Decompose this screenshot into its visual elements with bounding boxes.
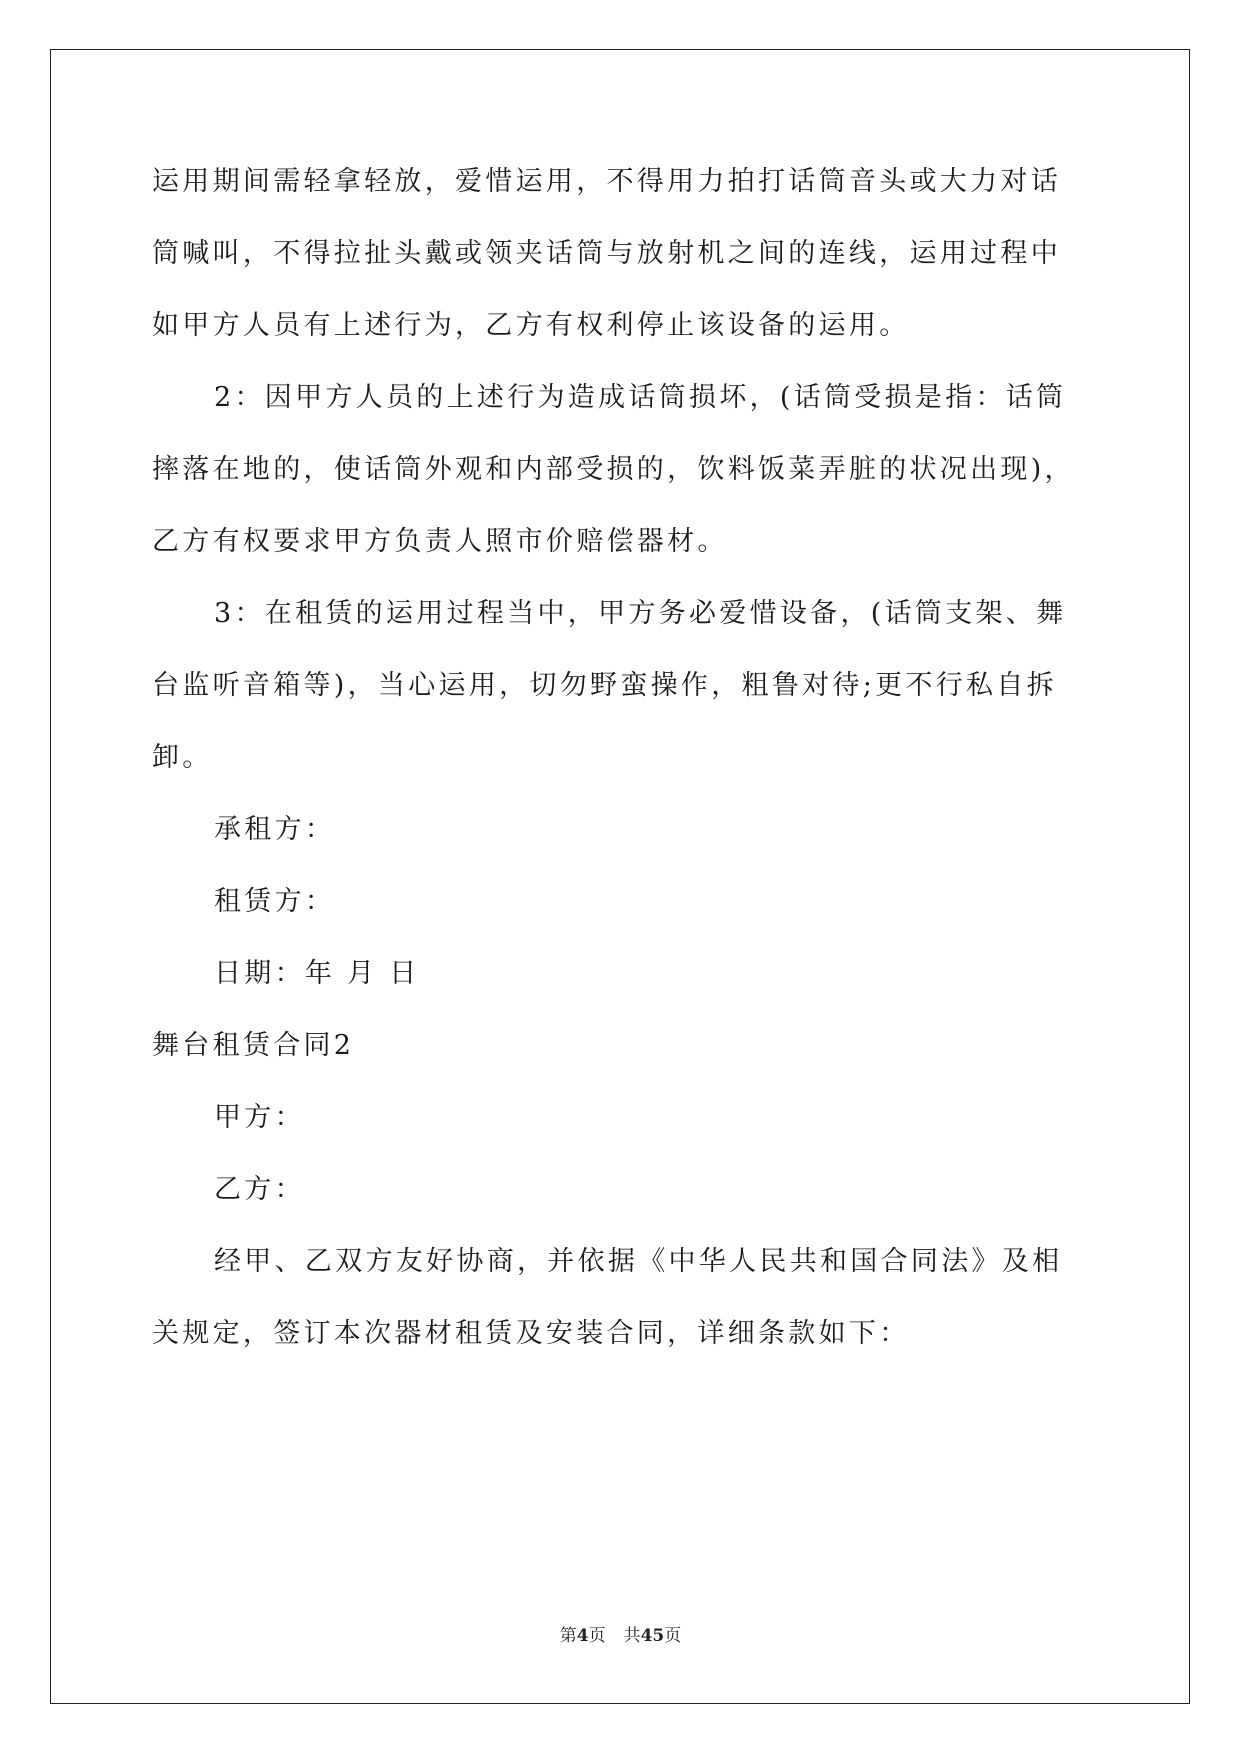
paragraph-line: 运用期间需轻拿轻放，爱惜运用，不得用力拍打话筒音头或大力对话	[152, 166, 1061, 197]
paragraph-line: 3：在租赁的运用过程当中，甲方务必爱惜设备，(话筒支架、舞	[214, 598, 1067, 629]
footer-page-unit: 页	[588, 1626, 606, 1646]
current-page-number: 4	[576, 1626, 589, 1646]
section-title: 舞台租赁合同2	[152, 1030, 355, 1061]
paragraph-line: 卸。	[152, 742, 213, 773]
lessee-label: 承租方：	[214, 814, 336, 845]
party-a-label: 甲方：	[214, 1102, 305, 1133]
footer-total-unit: 页	[664, 1626, 682, 1646]
page-border	[50, 49, 1190, 1704]
lessor-label: 租赁方：	[214, 886, 336, 917]
paragraph-line: 摔落在地的，使话筒外观和内部受损的，饮料饭菜弄脏的状况出现)，	[152, 454, 1075, 485]
paragraph-line: 乙方有权要求甲方负责人照市价赔偿器材。	[152, 526, 728, 557]
paragraph-line: 筒喊叫，不得拉扯头戴或领夹话筒与放射机之间的连线，运用过程中	[152, 238, 1061, 269]
paragraph-line: 经甲、乙双方友好协商，并依据《中华人民共和国合同法》及相	[214, 1246, 1063, 1277]
date-label: 日期：年 月 日	[214, 958, 420, 989]
total-page-count: 45	[640, 1626, 665, 1646]
paragraph-line: 关规定，签订本次器材租赁及安装合同，详细条款如下：	[152, 1318, 910, 1349]
paragraph-line: 2：因甲方人员的上述行为造成话筒损坏，(话筒受损是指：话筒	[214, 382, 1067, 413]
footer-total-prefix: 共	[623, 1626, 641, 1646]
page-footer	[0, 1624, 1241, 1648]
paragraph-line: 如甲方人员有上述行为，乙方有权利停止该设备的运用。	[152, 310, 910, 341]
paragraph-line: 台监听音箱等)，当心运用，切勿野蛮操作，粗鲁对待;更不行私自拆	[152, 670, 1057, 701]
party-b-label: 乙方：	[214, 1174, 305, 1205]
footer-prefix: 第	[559, 1626, 577, 1646]
